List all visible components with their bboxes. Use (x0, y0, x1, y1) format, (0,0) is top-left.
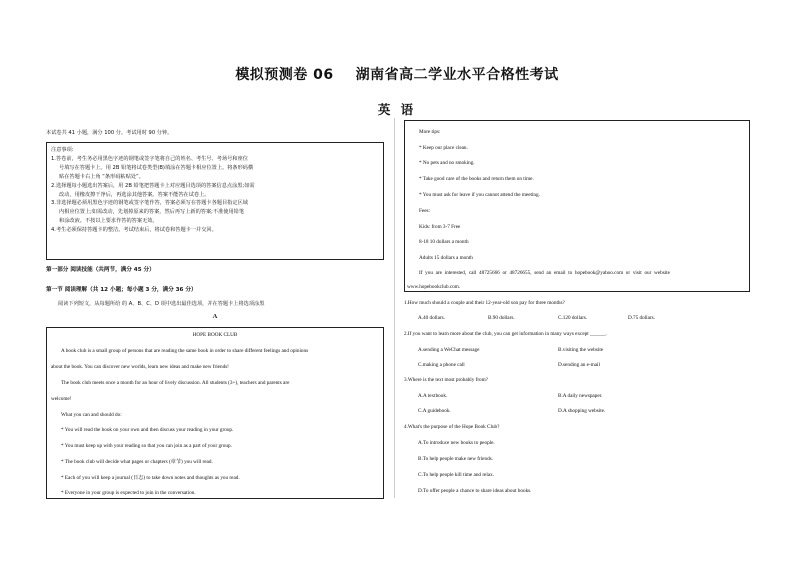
passage-line: More tips: (419, 129, 441, 135)
contact-line: www.hopebookclub.com. (407, 284, 461, 290)
passage-line: * The book club will decide what pages or chapters (章节) you will read. (61, 459, 213, 465)
notice-box (46, 142, 384, 260)
notice-line: 改动，用橡皮擦干净后，再选涂其他答案。答案不能答在试卷上。 (59, 191, 210, 198)
contact-line: If you are interested, call 48725666 or 48726655, send an email to hopebook@yahoo.com or visit our website (419, 270, 670, 276)
question-option: B.To help people make new friends. (418, 456, 493, 462)
question-option: B.visiting the website (558, 347, 604, 353)
question-option: B.90 dollars. (488, 315, 515, 321)
question-option: D.A shopping website. (558, 408, 606, 414)
question-option: B.A daily newspaper. (558, 393, 603, 399)
passage-line: Fees: (419, 208, 430, 214)
part-heading: 第一部分 阅读技能（共两节，满分 45 分） (46, 267, 155, 273)
notice-heading: 注意事项: (51, 147, 74, 153)
subject-title: 英 语 (377, 102, 417, 117)
passage-line: Kids: from 3-7 Free (419, 224, 461, 230)
passage-title: HOPE BOOK CLUB (192, 332, 238, 338)
question-stem: 3.Where is the text most probably from? (404, 377, 488, 383)
notice-line: 和涂改液。不按以上要求作答的答案无效。 (59, 218, 158, 225)
question-option: A.To introduce new books to people. (418, 440, 495, 446)
question-option: C.120 dollars. (558, 315, 588, 321)
question-option: D.75 dollars. (628, 315, 655, 321)
passage-box (46, 327, 384, 499)
passage-line: 8-18 10 dollars a month (419, 239, 469, 245)
question-stem: 4.What's the purpose of the Hope Book Club? (404, 424, 500, 430)
passage-line: * You must ask for leave if you cannot attend the meeting. (419, 192, 540, 198)
passage-line: * No pets and no smoking. (419, 160, 475, 166)
question-option: C.To help people kill time and relax. (418, 472, 494, 478)
passage-continued-box (404, 120, 750, 292)
question-option: D.To offer people a chance to share ideas about books. (418, 488, 532, 494)
passage-line: * Keep our place clean. (419, 145, 468, 151)
passage-line: welcome! (51, 396, 72, 402)
question-option: C.A guidebook. (418, 408, 451, 414)
question-option: C.making a phone call (418, 362, 465, 368)
question-option: D.sending an e-mail (558, 362, 600, 368)
notice-line: 内相应位置上;如需改动，先划掉原来的答案，然后再写上新的答案;不准使用铅笔 (59, 209, 245, 216)
reading-instruction: 阅读下列短文，从每题所给 的 A、B、C、D 项中选出最佳选项，并在答题卡上将选项涂黑 (58, 301, 265, 307)
section-heading: 第一节 阅读理解（共 12 小题；每小题 3 分，满分 36 分） (46, 287, 197, 293)
question-stem: 1.How much should a couple and their 12-year-old son pay for three months? (404, 300, 565, 306)
passage-line: * Each of you will keep a journal (日志) to take down notes and thoughts as you read. (61, 475, 240, 481)
passage-line: * Take good care of the books and return them on time. (419, 176, 534, 182)
passage-line: The book club meets once a month for an hour of lively discussion. All students (3+), teachers and parents are (61, 380, 290, 386)
notice-line: 贴在答题卡右上角 “条形码粘贴处”。 (59, 173, 144, 180)
notice-line: 2.选择题每小题选出答案后，用 2B 铅笔把答题卡上对应题目选项的答案信息点涂黑;如需 (51, 182, 255, 189)
question-option: A.sending a WeChat message (418, 347, 480, 353)
notice-line: 3.非选择题必须用黑色字迹的钢笔或签字笔作答，答案必须写在答题卡各题目指定区域 (51, 200, 248, 207)
column-divider (394, 118, 395, 498)
passage-line: What you can and should do: (61, 412, 122, 418)
passage-line: about the book. You can discover new worlds, learn new ideas and make new friends! (51, 364, 229, 370)
passage-line: A book club is a small group of persons that are reading the same book in order to share different feelings and opinions (61, 348, 309, 354)
question-option: A.A textbook. (418, 393, 448, 399)
notice-line: 号填写在答题卡上。用 2B 铅笔将试卷类型(B)填涂在答题卡相应位置上。将条形码横 (59, 164, 254, 171)
exam-title-left: 模拟预测卷 06 (235, 67, 334, 83)
passage-line: * You must keep up with your reading so that you can join as a part of your group. (61, 443, 232, 449)
exam-title (0, 64, 794, 84)
passage-line: * You will read the book on your own and then discuss your reading in your group. (61, 427, 234, 433)
question-stem: 2.If you want to learn more about the club, you can get information in many ways except ______. (404, 331, 607, 337)
question-option: A.40 dollars. (418, 315, 445, 321)
intro-text: 本试卷共 41 小题，满分 100 分。考试用时 90 分钟。 (46, 130, 173, 136)
passage-letter: A (212, 313, 218, 320)
passage-line: * Everyone in your group is expected to join in the conversation. (61, 490, 196, 496)
passage-line: Adults 15 dollars a month (419, 255, 473, 261)
notice-line: 1.答卷前，考生务必用黑色字迹的钢笔或签字笔将自己的姓名、考生号、考场号和座位 (51, 155, 248, 162)
exam-title-right: 湖南省高二学业水平合格性考试 (355, 67, 559, 83)
notice-line: 4.考生必须保持答题卡的整洁。考试结束后，将试卷和答题卡一并交回。 (51, 227, 217, 234)
